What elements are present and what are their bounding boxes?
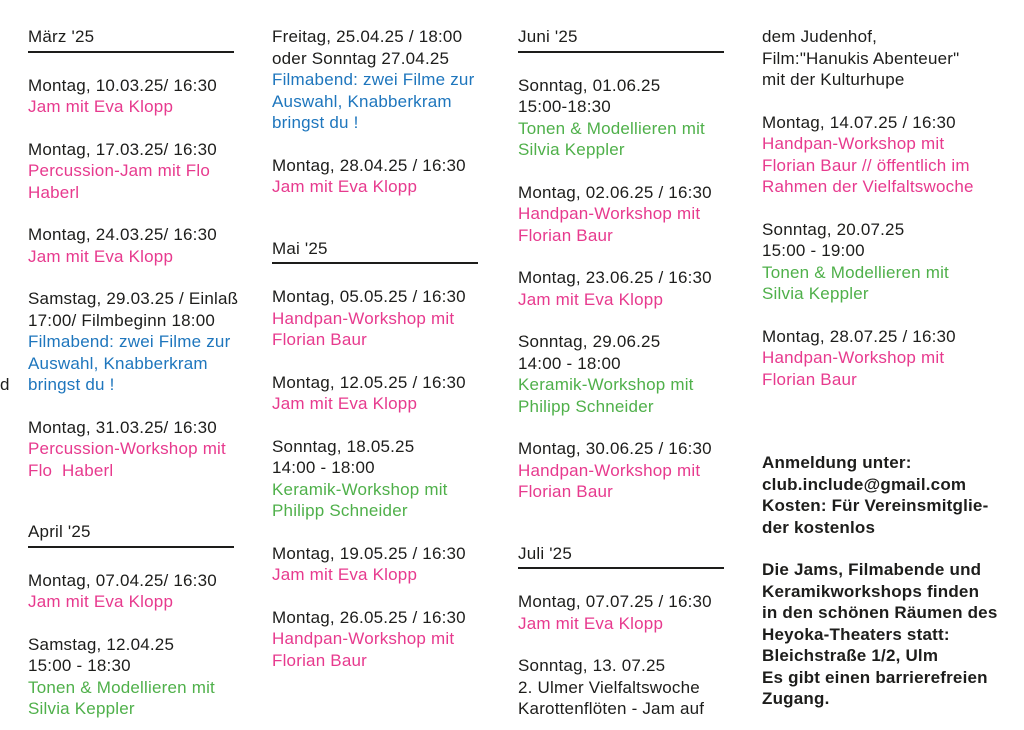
event-block	[518, 267, 758, 310]
event-line: Sonntag, 29.06.25	[518, 332, 661, 351]
event-line: Montag, 23.06.25 / 16:30	[518, 268, 712, 287]
event-line: Samstag, 29.03.25 / Einlaß	[28, 289, 239, 308]
event-line: Handpan-Workshop mit	[272, 629, 455, 648]
event-line: Tonen & Modellieren mit	[28, 677, 215, 697]
event-line: Jam mit Eva Klopp	[272, 565, 418, 584]
event-line: Jam mit Eva Klopp	[28, 97, 174, 116]
event-line: Florian Baur	[272, 650, 367, 670]
event-block	[28, 75, 268, 118]
event-line: Auswahl, Knabberkram	[28, 353, 208, 373]
event-block	[518, 182, 758, 247]
event-line: Montag, 07.07.25 / 16:30	[518, 592, 712, 611]
month-header: Juli '25	[518, 543, 724, 570]
event-line: oder Sonntag 27.04.25	[272, 48, 450, 68]
event-block	[762, 112, 1024, 198]
month-header: Juni '25	[518, 26, 724, 53]
note-line: Die Jams, Filmabende und	[762, 560, 982, 579]
event-line: Flo Haberl	[28, 460, 114, 480]
event-block	[28, 634, 268, 720]
month-header: Mai '25	[272, 238, 478, 265]
event-line: Sonntag, 01.06.25	[518, 75, 661, 95]
note-line: Heyoka-Theaters statt:	[762, 624, 950, 644]
event-line: Montag, 14.07.25 / 16:30	[762, 112, 956, 132]
event-line: Philipp Schneider	[518, 396, 654, 416]
event-block	[28, 417, 268, 482]
event-block	[272, 286, 512, 351]
event-line: Jam mit Eva Klopp	[518, 613, 664, 633]
event-line: Montag, 17.03.25/ 16:30	[28, 139, 217, 159]
event-line: Sonntag, 20.07.25	[762, 219, 905, 239]
event-line: 15:00-18:30	[518, 97, 611, 116]
event-line: Montag, 31.03.25/ 16:30	[28, 417, 217, 437]
event-block	[518, 591, 758, 634]
event-line: Montag, 19.05.25 / 16:30	[272, 543, 466, 563]
event-block	[28, 288, 268, 396]
event-line: mit der Kulturhupe	[762, 70, 905, 89]
event-line: Jam mit Eva Klopp	[272, 177, 418, 196]
event-line: Keramik-Workshop mit	[518, 375, 694, 394]
event-line: Freitag, 25.04.25 / 18:00	[272, 27, 463, 46]
event-block	[518, 438, 758, 503]
event-line: Montag, 30.06.25 / 16:30	[518, 439, 712, 458]
event-line: bringst du !	[28, 375, 115, 394]
event-line: Handpan-Workshop mit	[518, 460, 701, 480]
event-line: Tonen & Modellieren mit	[518, 118, 705, 138]
event-block	[272, 26, 512, 134]
event-line: Florian Baur	[762, 369, 857, 389]
event-line: Percussion-Jam mit Flo	[28, 161, 210, 180]
event-line: Jam mit Eva Klopp	[28, 592, 174, 611]
note-block	[762, 452, 1024, 538]
note-line: Zugang.	[762, 689, 830, 708]
event-line: Silvia Keppler	[518, 140, 625, 159]
event-line: Handpan-Workshop mit	[272, 308, 455, 328]
calendar-column-4	[762, 26, 1024, 710]
month-header: März '25	[28, 26, 234, 53]
event-line: Montag, 28.07.25 / 16:30	[762, 326, 956, 346]
event-block	[272, 436, 512, 522]
note-line: Es gibt einen barrierefreien	[762, 667, 988, 687]
event-line: Silvia Keppler	[28, 699, 135, 718]
event-line: Karottenflöten - Jam auf	[518, 699, 705, 718]
event-line: Silvia Keppler	[762, 284, 869, 303]
event-line: Jam mit Eva Klopp	[272, 394, 418, 413]
event-line: 15:00 - 18:30	[28, 656, 131, 675]
note-line: Bleichstraße 1/2, Ulm	[762, 646, 939, 665]
event-block	[28, 224, 268, 267]
calendar-column-3	[518, 26, 758, 720]
event-line: Handpan-Workshop mit	[518, 204, 701, 223]
event-line: Filmabend: zwei Filme zur	[272, 70, 475, 89]
calendar-column-2	[272, 26, 512, 671]
event-block	[518, 655, 758, 720]
event-block	[518, 331, 758, 417]
note-line: Keramikworkshops finden	[762, 581, 980, 601]
event-line: Montag, 12.05.25 / 16:30	[272, 372, 466, 392]
event-line: 17:00/ Filmbeginn 18:00	[28, 310, 216, 330]
note-line: Anmeldung unter:	[762, 453, 912, 472]
event-line: Montag, 07.04.25/ 16:30	[28, 570, 217, 590]
note-line: in den schönen Räumen des	[762, 603, 998, 622]
event-line: Samstag, 12.04.25	[28, 634, 175, 654]
event-block	[28, 570, 268, 613]
event-line: Montag, 26.05.25 / 16:30	[272, 607, 466, 627]
event-block	[518, 75, 758, 161]
event-line: Philipp Schneider	[272, 501, 408, 520]
event-line: 14:00 - 18:00	[518, 353, 621, 373]
event-line: bringst du !	[272, 113, 359, 132]
event-line: 15:00 - 19:00	[762, 241, 865, 260]
event-line: Florian Baur	[272, 330, 367, 349]
event-block	[272, 543, 512, 586]
event-line: Percussion-Workshop mit	[28, 439, 226, 458]
event-line: Sonntag, 13. 07.25	[518, 656, 666, 675]
event-line: Florian Baur // öffentlich im	[762, 155, 970, 175]
note-block	[762, 559, 1024, 710]
month-header: April '25	[28, 521, 234, 548]
event-line: 2. Ulmer Vielfaltswoche	[518, 677, 700, 697]
event-block	[272, 155, 512, 198]
event-line: Florian Baur	[518, 225, 613, 245]
event-line: Handpan-Workshop mit	[762, 348, 945, 367]
cutoff-letter: d	[0, 375, 10, 394]
event-line: Tonen & Modellieren mit	[762, 262, 949, 282]
note-line: der kostenlos	[762, 517, 876, 537]
event-line: Keramik-Workshop mit	[272, 479, 448, 499]
event-line: dem Judenhof,	[762, 27, 878, 46]
calendar-column-1	[28, 26, 268, 720]
event-line: 14:00 - 18:00	[272, 458, 375, 477]
event-block	[762, 326, 1024, 391]
event-line: Jam mit Eva Klopp	[28, 246, 174, 266]
event-block	[762, 219, 1024, 305]
event-line: Auswahl, Knabberkram	[272, 91, 452, 111]
event-line: Haberl	[28, 182, 80, 202]
event-line: Jam mit Eva Klopp	[518, 289, 664, 309]
event-line: Filmabend: zwei Filme zur	[28, 332, 231, 351]
note-line: Kosten: Für Vereinsmitglie-	[762, 496, 989, 515]
event-line: Sonntag, 18.05.25	[272, 436, 415, 456]
event-line: Montag, 10.03.25/ 16:30	[28, 75, 217, 95]
note-line: club.include@gmail.com	[762, 474, 967, 494]
event-line: Handpan-Workshop mit	[762, 134, 945, 153]
event-block	[762, 26, 1024, 91]
event-line: Florian Baur	[518, 482, 613, 501]
event-line: Montag, 28.04.25 / 16:30	[272, 155, 466, 175]
event-line: Montag, 05.05.25 / 16:30	[272, 287, 466, 306]
event-line: Montag, 24.03.25/ 16:30	[28, 225, 217, 244]
event-line: Rahmen der Vielfaltswoche	[762, 177, 974, 196]
event-block	[272, 372, 512, 415]
event-line: Film:"Hanukis Abenteuer"	[762, 48, 960, 68]
event-block	[28, 139, 268, 204]
event-line: Montag, 02.06.25 / 16:30	[518, 182, 712, 202]
event-block	[272, 607, 512, 672]
